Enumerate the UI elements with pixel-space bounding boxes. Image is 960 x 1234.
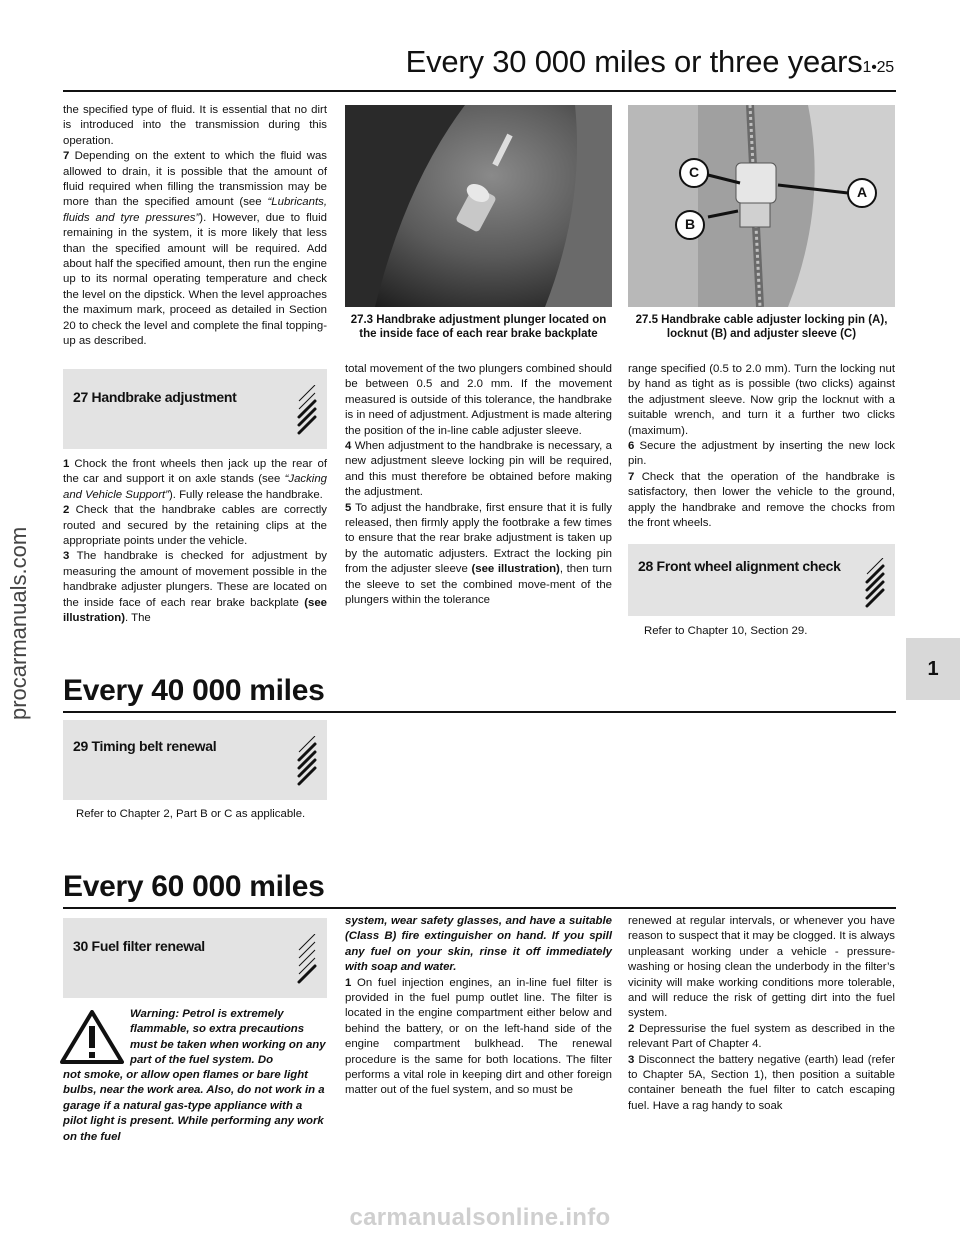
col3-text: [628, 362, 895, 531]
heading-every-40000-miles: Every 40 000 miles: [63, 674, 325, 707]
col2-text: [345, 362, 612, 609]
label-b: B: [684, 216, 696, 232]
paragraph: the specified type of fluid. It is essential that no dirt is introduced into the transmission during this operation.: [63, 104, 327, 147]
photo-cable-adjuster: [628, 105, 895, 307]
section-30-heading-box: [63, 918, 327, 998]
photo-handbrake-plunger: [345, 105, 612, 307]
warning-text-part3: system, wear safety glasses, and have a suitable (Class B) fire extinguisher on hand. If you spill any fuel on your skin, rinse it off immediately with soap and water.: [345, 915, 612, 974]
step-6: 6 Secure the adjustment by inserting the new lock pin.: [628, 440, 895, 468]
step-3: 3 The handbrake is checked for adjustment by measuring the amount of movement possible in the handbrake adjuster plungers. These are located on the inside face of each rear brake backplate (see illustration). The: [63, 550, 327, 625]
step-4: 4 When adjustment to the handbrake is necessary, a new adjustment sleeve locking pin will be required, and this must therefore be obtained before making the adjustment.: [345, 440, 612, 499]
paragraph: renewed at regular intervals, or whenever you have reason to suspect that it may be clogged. It is always unpleasant working under a vehicle - pressure-washing or hosing clean the underbody in the filter’s vicinity will make working conditions more tolerable, and will reduce the risk of getting dirt into the fuel system.: [628, 915, 895, 1020]
step-7: 7 Check that the operation of the handbrake is satisfactory, then lower the vehicle to the ground, apply the handbrake and remove the chocks from the front wheels.: [628, 470, 896, 530]
section-29-title: 29 Timing belt renewal: [73, 738, 217, 754]
difficulty-spanner-icon: [295, 736, 319, 786]
page-number: 1•25: [862, 59, 894, 76]
side-watermark: procarmanuals.com: [6, 526, 31, 720]
section-30-col3: [628, 914, 895, 1114]
col1-top-text: [63, 103, 327, 350]
warning-text-part2: not smoke, or allow open flames or bare light bulbs, near the work area. Also, do not work in a garage if a natural gas-type appliance with a pilot light is present. While performing any work on the fuel: [63, 1069, 325, 1143]
section-30-col2: [345, 914, 612, 1099]
warning-text-part1: Warning: Petrol is extremely flammable, so extra precautions must be taken when working on any part of the fuel system. Do: [130, 1008, 326, 1067]
heading-every-60000-miles: Every 60 000 miles: [63, 870, 325, 903]
label-c: C: [688, 164, 700, 180]
header-rule: [63, 90, 896, 92]
label-a: A: [856, 184, 868, 200]
photo-1-caption: 27.3 Handbrake adjustment plunger located on the inside face of each rear brake backplate: [350, 314, 607, 340]
warning-triangle-icon: [60, 1010, 124, 1064]
heading-60000-rule: [63, 907, 896, 909]
plunger-photo-graphic: [345, 105, 612, 307]
step-2: 2 Check that the handbrake cables are correctly routed and secured by the retaining clips at the appropriate points under the vehicle.: [63, 504, 327, 548]
footer-watermark: carmanualsonline.info: [349, 1204, 611, 1231]
paragraph: total movement of the two plungers combined should be between 0.5 and 2.0 mm. If the movement measured is outside of this tolerance, the handbrake is in need of adjustment. Adjustment is made altering the position of the in-line cable adjuster sleeve.: [345, 363, 612, 437]
section-30-title: 30 Fuel filter renewal: [73, 938, 205, 954]
section-27-text: [63, 457, 327, 626]
step-3: 3 Disconnect the battery negative (earth) lead (refer to Chapter 5A, Section 1), then position a suitable container beneath the fuel filter to catch escaping fuel. Have a rag handy to soak: [628, 1053, 895, 1112]
chapter-tab-number: 1: [927, 658, 939, 680]
heading-40000-rule: [63, 711, 896, 713]
section-28-text: Refer to Chapter 10, Section 29.: [644, 625, 808, 637]
step-1: 1 Chock the front wheels then jack up the rear of the car and support it on axle stands (see “Jacking and Vehicle Support”). Fully release the handbrake.: [63, 458, 327, 501]
section-28-title: 28 Front wheel alignment check: [638, 558, 841, 574]
step-5: 5 To adjust the handbrake, first ensure that it is fully released, then firmly apply the footbrake a few times to ensure that the rear brake adjustment is taken up by the automatic adjusters. Extract the locking pin from the adjuster sleeve (see illustration), then turn the sleeve to set the combined move-ment of the plungers within the tolerance: [345, 501, 612, 607]
section-29-heading-box: [63, 720, 327, 800]
section-29-text: Refer to Chapter 2, Part B or C as applicable.: [76, 808, 306, 820]
step-2: 2 Depressurise the fuel system as described in the relevant Part of Chapter 4.: [628, 1022, 895, 1051]
section-27-title: 27 Handbrake adjustment: [73, 389, 237, 405]
page-header-title: [406, 44, 894, 80]
paragraph: 7 Depending on the extent to which the fluid was allowed to drain, it is possible that the amount of fluid required when filling the transmission may be more than the specified amount (see “Lubricants, fluids and tyre pressures”). However, due to fluid remaining in the system, it is more likely that less than the specified amount will be required. Add about half the specified amount, then run the engine up to its normal operating temperature and check the level on the dipstick. When the level approaches the maximum mark, proceed as detailed in Section 20 to check the level and complete the final topping-up as described.: [63, 150, 328, 348]
chapter-tab: [906, 638, 960, 700]
photo-2-caption: 27.5 Handbrake cable adjuster locking pin (A), locknut (B) and adjuster sleeve (C): [635, 314, 888, 340]
section-27-heading-box: [63, 369, 327, 449]
section-28-heading-box: [628, 544, 895, 616]
difficulty-spanner-icon: [295, 385, 319, 435]
paragraph: range specified (0.5 to 2.0 mm). Turn the locking nut by hand as tight as is possible (two clicks) against the adjustment sleeve. Now grip the locknut with a suitable wrench, and turn it a further two clicks (maximum).: [628, 363, 895, 437]
header-title-text: Every 30 000 miles or three years: [405, 44, 863, 79]
difficulty-spanner-icon: [863, 558, 887, 608]
difficulty-spanner-icon: [295, 934, 319, 984]
step-1: 1 On fuel injection engines, an in-line fuel filter is provided in the fuel pump outlet line. The filter is located in the engine compartment either below and behind the battery, or on the left-hand side of the engine compartment bulkhead. The renewal procedure is the same for both locations. The filter performs a vital role in keeping dirt and other foreign matter out of the fuel system, and so must be: [345, 976, 613, 1097]
adjuster-photo-graphic: [628, 105, 895, 307]
